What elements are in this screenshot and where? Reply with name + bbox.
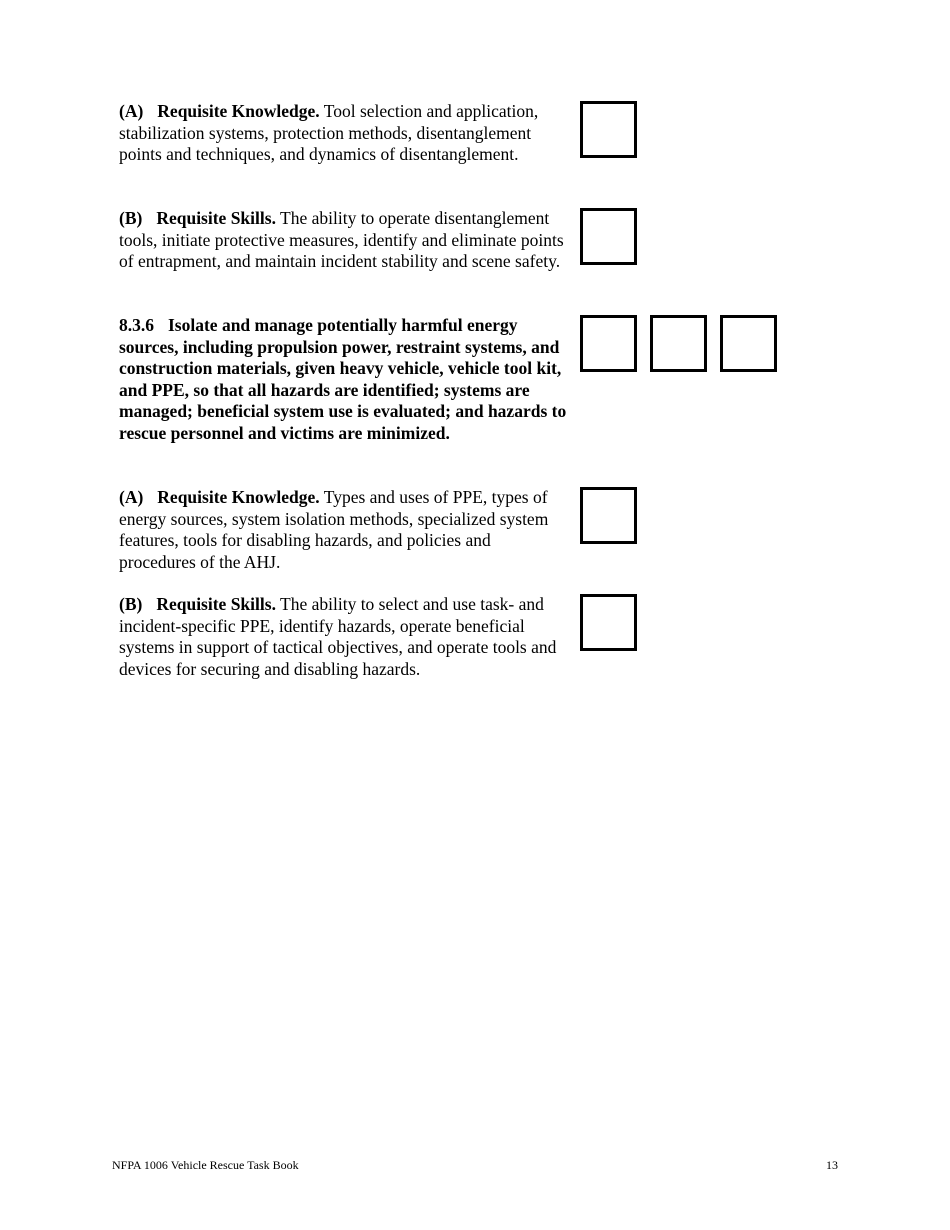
item-text: Types and uses of PPE, types of energy sources, system isolation methods, specialized system features, tools for disabling hazards, and policies and procedures of the AHJ. bbox=[119, 487, 549, 572]
requisite-knowledge-item bbox=[119, 487, 571, 573]
item-heading: Requisite Knowledge. bbox=[157, 101, 320, 121]
item-text: Isolate and manage potentially harmful energy sources, including propulsion power, restraint systems, and construction materials, given heavy vehicle, vehicle tool kit, and PPE, so that all hazards are identified; systems are managed; beneficial system use is evaluated; and hazards to rescue personnel and victims are minimized. bbox=[119, 315, 567, 443]
checkbox[interactable] bbox=[580, 101, 637, 158]
page-number: 13 bbox=[826, 1158, 838, 1172]
item-marker: (A) bbox=[119, 101, 144, 121]
item-heading: Requisite Skills. bbox=[156, 208, 276, 228]
checkbox[interactable] bbox=[580, 208, 637, 265]
requisite-skills-item bbox=[119, 208, 571, 273]
item-marker: (A) bbox=[119, 487, 144, 507]
item-text: The ability to select and use task- and incident-specific PPE, identify hazards, operate beneficial systems in support of tactical objectives, and operate tools and devices for securing and disabling hazards. bbox=[119, 594, 557, 679]
checkbox[interactable] bbox=[580, 315, 637, 372]
item-text: Tool selection and application, stabilization systems, protection methods, disentanglement points and techniques, and dynamics of disentanglement. bbox=[119, 101, 539, 164]
checkbox[interactable] bbox=[650, 315, 707, 372]
footer-title: NFPA 1006 Vehicle Rescue Task Book bbox=[112, 1158, 299, 1172]
checkbox[interactable] bbox=[580, 594, 637, 651]
requisite-knowledge-item bbox=[119, 101, 571, 166]
item-heading: Requisite Knowledge. bbox=[157, 487, 320, 507]
item-marker: (B) bbox=[119, 208, 143, 228]
task-statement-item bbox=[119, 315, 571, 444]
checkbox[interactable] bbox=[580, 487, 637, 544]
item-heading: Requisite Skills. bbox=[156, 594, 276, 614]
item-marker: (B) bbox=[119, 594, 143, 614]
item-text: The ability to operate disentanglement tools, initiate protective measures, identify and eliminate points of entrapment, and maintain incident stability and scene safety. bbox=[119, 208, 564, 271]
requisite-skills-item bbox=[119, 594, 571, 680]
checkbox[interactable] bbox=[720, 315, 777, 372]
item-marker: 8.3.6 bbox=[119, 315, 154, 335]
